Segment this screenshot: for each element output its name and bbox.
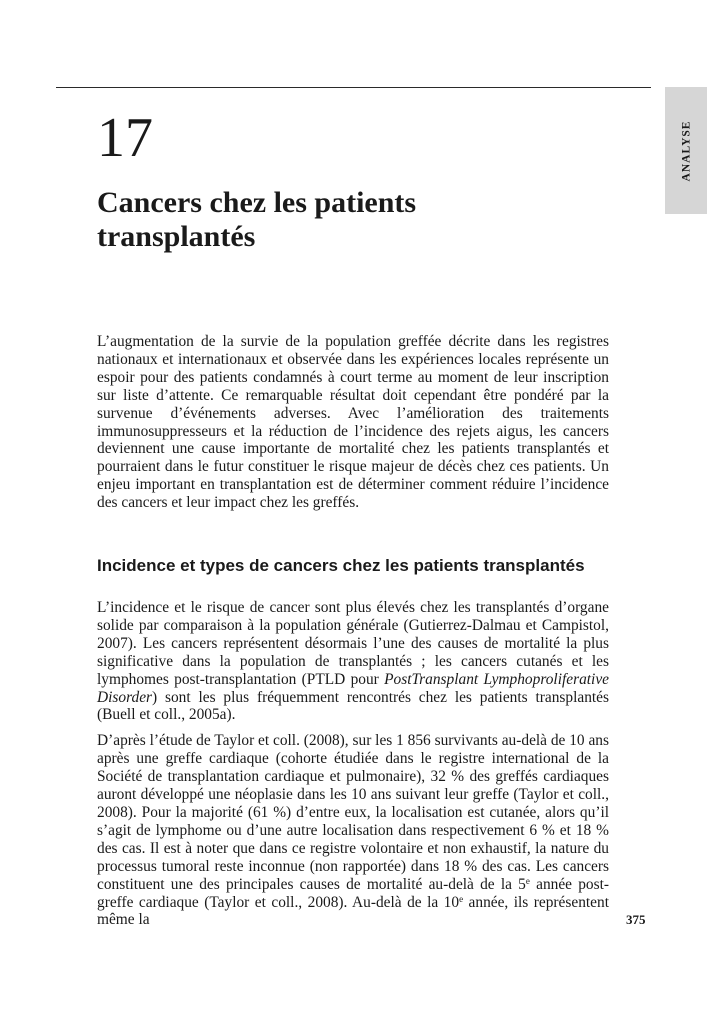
paragraph-text: L’incidence et le risque de cancer sont plus élevés chez les transplantés d’organe solide par comparaison à la population générale (Gutierrez-Dalmau et Campistol, 2007). Les cancers représentent désormais l’une des causes de mortalité la plus significative dans la population de transplantés ; les cancers cutanés et les lymphomes post-transplantation (PTLD pour — [97, 599, 609, 688]
page-number: 375 — [626, 912, 646, 927]
paragraph-text: année post-greffe cardiaque (Taylor et coll., 2008). Au-delà de la 10 — [97, 875, 609, 911]
body-paragraph-1 — [97, 599, 609, 724]
paragraph-text: D’après l’étude de Taylor et coll. (2008), sur les 1 856 survivants au-delà de 10 ans après une greffe cardiaque (cohorte étudiée dans le registre international de la Société de transplantation cardiaque et pulmonaire), 32 % des greffés cardiaques auront développé une néoplasie dans les 10 ans suivant leur greffe (Taylor et coll., 2008). Pour la majorité (61 %) d’entre eux, la localisation est cutanée, alors qu’il s’agit de lymphome ou d’une autre localisation dans respectivement 6 % et 18 % des cas. Il est à noter que dans ce registre volontaire et non exhaustif, la nature du processus tumoral reste inconnue (non rapportée) dans 18 % des cas. Les cancers constituent une des principales causes de mortalité au-delà de la 5 — [97, 732, 609, 893]
body-paragraph-2 — [97, 732, 609, 929]
side-tab-label: ANALYSE — [680, 120, 692, 181]
ordinal-superscript: e — [459, 893, 464, 904]
paragraph-text: année, ils représentent même la — [97, 893, 609, 929]
paragraph-text: ) sont les plus fréquemment rencontrés chez les patients transplantés (Buell et coll., 2005a). — [97, 688, 609, 724]
abstract-block — [97, 333, 609, 512]
section-side-tab — [665, 87, 707, 214]
ordinal-superscript: e — [525, 875, 530, 886]
section-block — [97, 555, 609, 929]
italic-term: PostTransplant Lymphoproliferative Disorder — [97, 670, 609, 706]
abstract-paragraph: L’augmentation de la survie de la population greffée décrite dans les registres nationaux et internationaux et observée dans les expériences locales représente un espoir pour des patients condamnés à court terme au moment de leur inscription sur liste d’attente. Ce remarquable résultat doit cependant être pondéré par la survenue d’événements adverses. Avec l’amélioration des traitements immunosuppresseurs et la réduction de l’incidence des rejets aigus, les cancers deviennent une cause importante de mortalité chez les patients transplantés et pourraient dans le futur constituer le risque majeur de décès chez ces patients. Un enjeu important en transplantation est de déterminer comment réduire l’incidence des cancers et leur impact chez les greffés. — [97, 333, 609, 512]
section-heading: Incidence et types de cancers chez les patients transplantés — [97, 556, 585, 575]
header-rule — [56, 87, 651, 88]
chapter-title: Cancers chez les patients transplantés — [97, 186, 417, 253]
chapter-number: 17 — [97, 107, 153, 169]
